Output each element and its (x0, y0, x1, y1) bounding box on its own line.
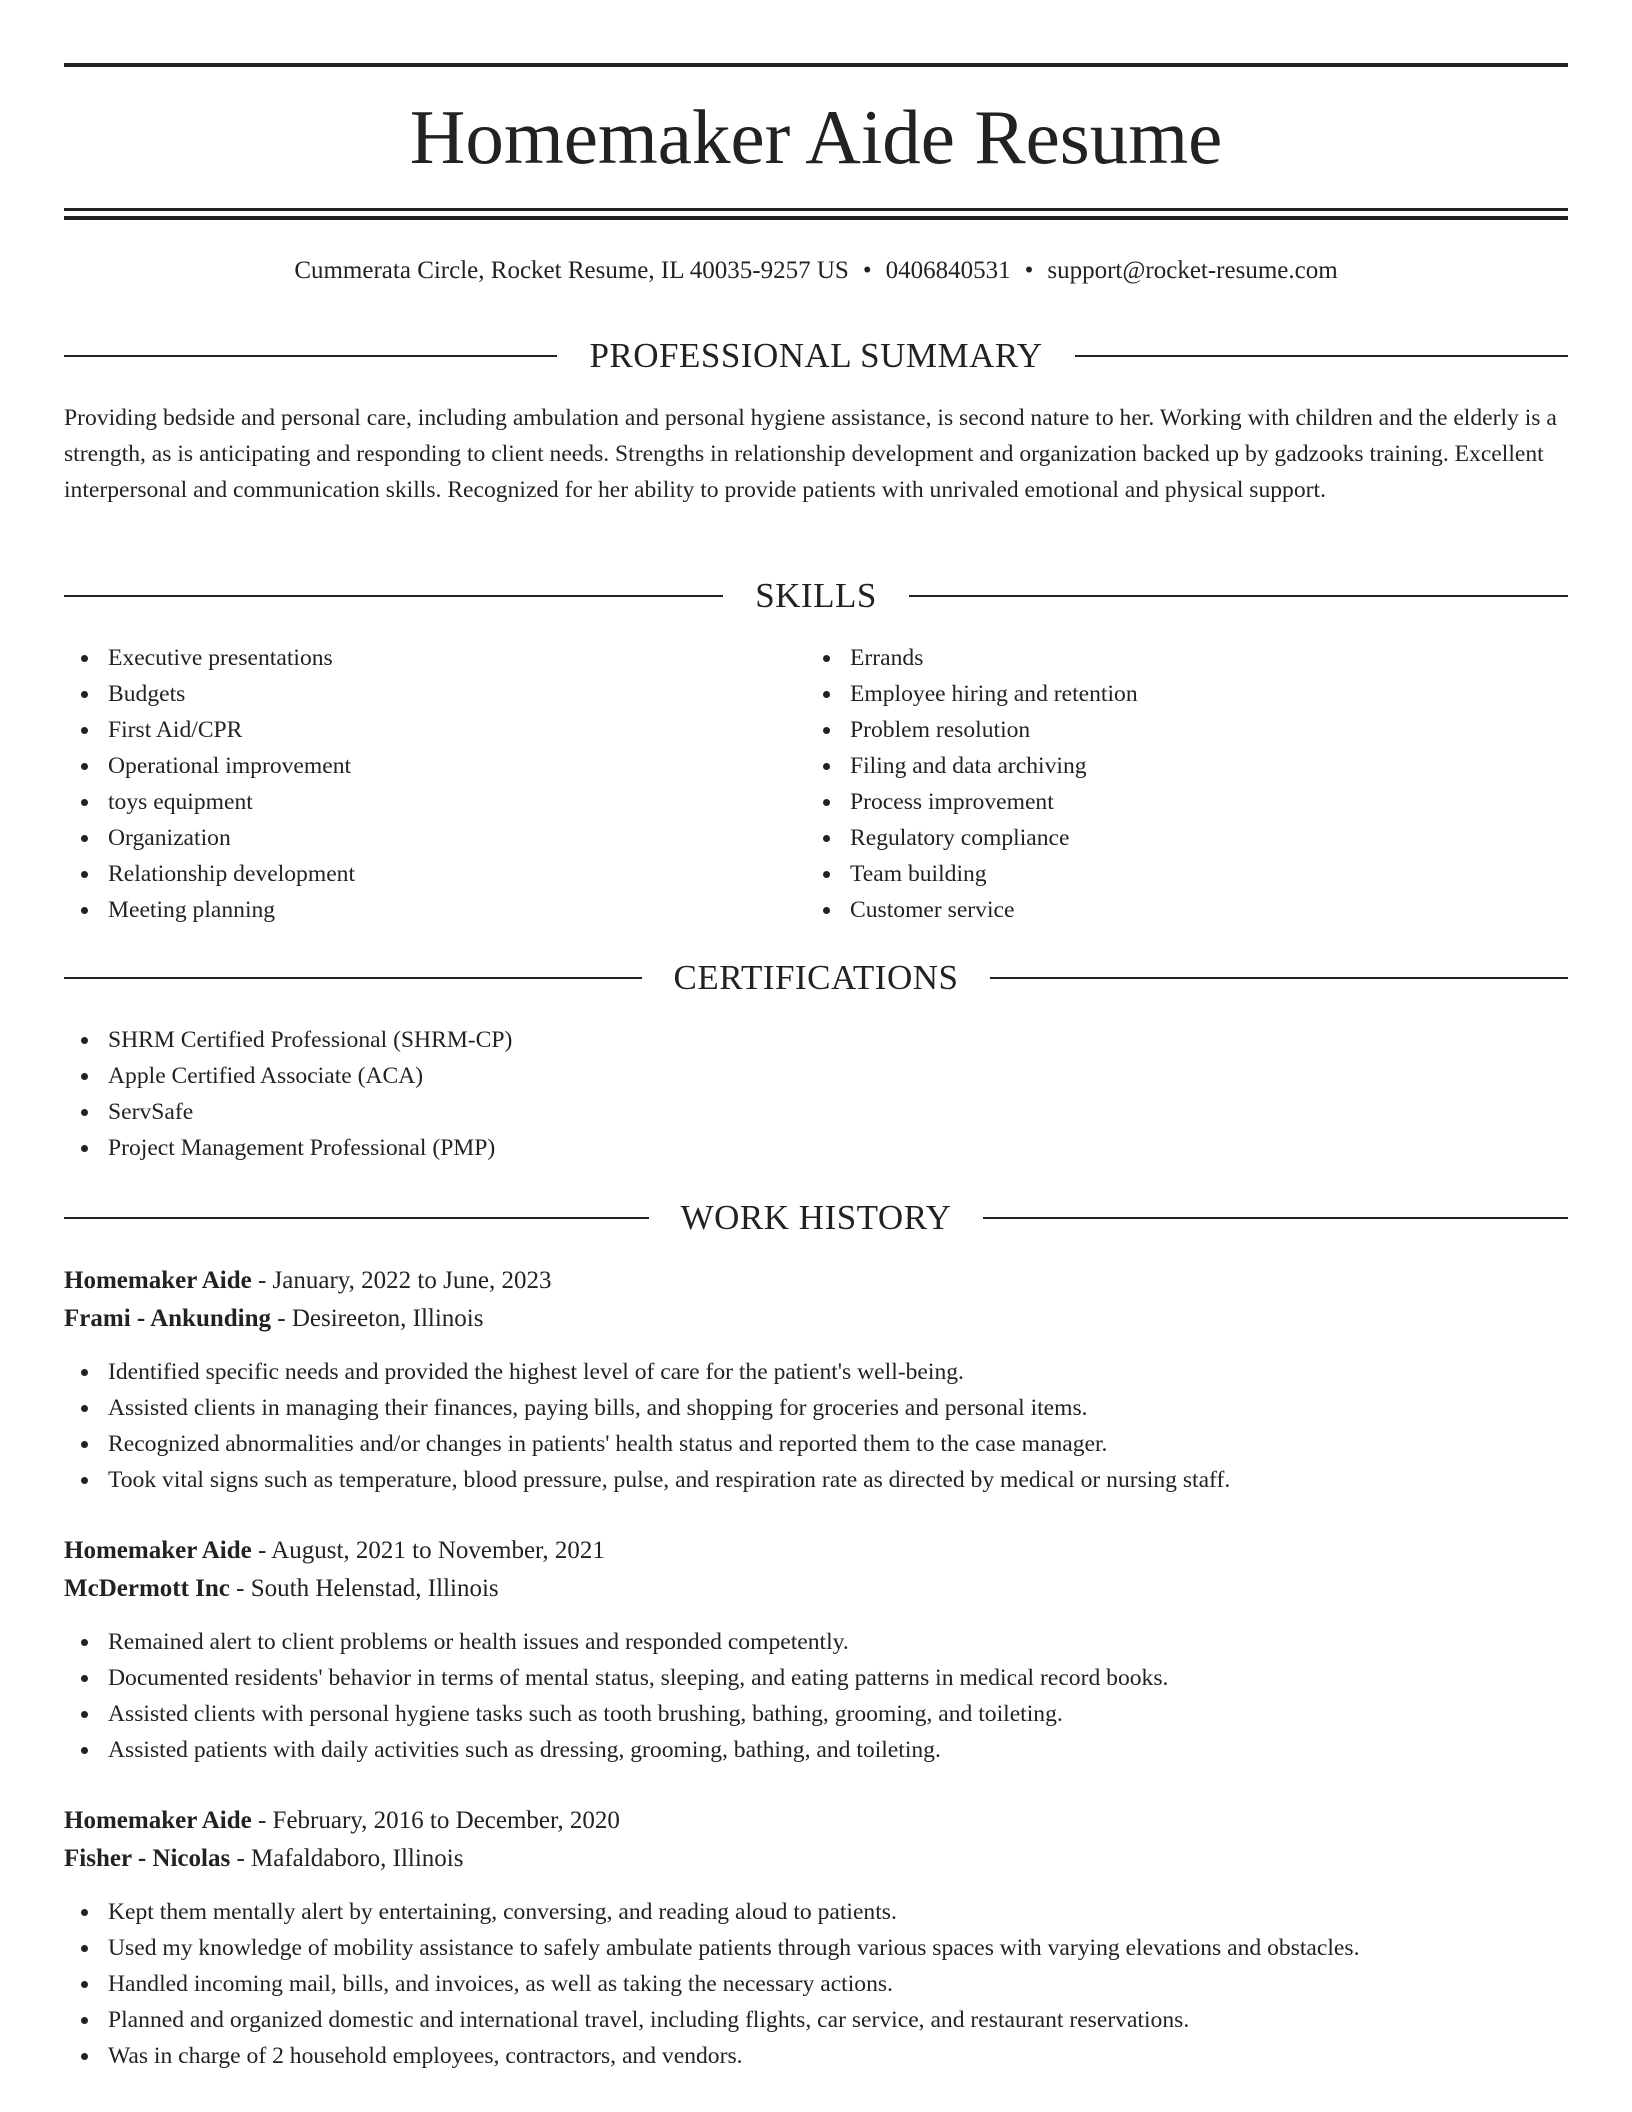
skill-item: Relationship development (64, 856, 804, 892)
job-company-line: Fisher - Nicolas - Mafaldaboro, Illinois (64, 1845, 464, 1872)
job-company: Frami - Ankunding (64, 1305, 272, 1332)
skill-item: Errands (806, 640, 1566, 676)
job-duty: Kept them mentally alert by entertaining, conversing, and reading aloud to patients. (64, 1894, 1568, 1930)
contact-phone: 0406840531 (885, 257, 1011, 284)
skill-item: Regulatory compliance (806, 820, 1566, 856)
job-company: McDermott Inc (64, 1575, 230, 1602)
contact-separator: • (862, 257, 872, 284)
job-duty: Assisted clients with personal hygiene tasks such as tooth brushing, bathing, grooming, and toileting. (64, 1696, 1568, 1732)
top-rule (64, 63, 1568, 67)
job-duties-list (64, 1354, 1568, 1498)
job-entry (64, 1802, 1568, 2074)
job-duty: Identified specific needs and provided the highest level of care for the patient's well-being. (64, 1354, 1568, 1390)
job-title: Homemaker Aide (64, 1537, 252, 1564)
job-location: South Helenstad, Illinois (250, 1575, 499, 1602)
summary-heading (64, 334, 1568, 378)
resume-title: Homemaker Aide Resume (409, 94, 1223, 180)
job-duty: Took vital signs such as temperature, blood pressure, pulse, and respiration rate as directed by medical or nursing staff. (64, 1462, 1568, 1498)
job-duties-list (64, 1894, 1568, 2074)
job-location: Desireeton, Illinois (291, 1305, 484, 1332)
job-dates: January, 2022 to June, 2023 (272, 1267, 552, 1294)
summary-text: Providing bedside and personal care, including ambulation and personal hygiene assistance, is second nature to her. Working with children and the elderly is a strength, as is anticipating and responding to client needs. Strengths in relationship development and organization backed up by gadzooks training. Excellent interpersonal and communication skills. Recognized for her ability to provide patients with unrivaled emotional and physical support. (64, 405, 1557, 503)
job-entry (64, 1532, 1568, 1768)
job-duty: Handled incoming mail, bills, and invoices, as well as taking the necessary actions. (64, 1966, 1568, 2002)
contact-email: support@rocket-resume.com (1047, 257, 1338, 284)
work-history-heading-label: WORK HISTORY (680, 1198, 952, 1237)
job-company: Fisher - Nicolas (64, 1845, 231, 1872)
skill-item: Process improvement (806, 784, 1566, 820)
job-dates: August, 2021 to November, 2021 (271, 1537, 605, 1564)
job-duty: Documented residents' behavior in terms of mental status, sleeping, and eating patterns in medical record books. (64, 1660, 1568, 1696)
title-rule-lower (64, 216, 1568, 220)
job-title-line: Homemaker Aide - February, 2016 to December, 2020 (64, 1807, 620, 1834)
contact-line (64, 254, 1568, 288)
summary-heading-label: PROFESSIONAL SUMMARY (589, 336, 1043, 375)
job-title-line: Homemaker Aide - January, 2022 to June, 2023 (64, 1267, 552, 1294)
job-duty: Recognized abnormalities and/or changes in patients' health status and reported them to the case manager. (64, 1426, 1568, 1462)
certifications-heading-label: CERTIFICATIONS (673, 958, 959, 997)
heading-rule (64, 977, 642, 979)
job-entry (64, 1262, 1568, 1498)
certifications-heading (64, 956, 1568, 1000)
job-duty: Remained alert to client problems or health issues and responded competently. (64, 1624, 1568, 1660)
title-rule-upper (64, 208, 1568, 211)
skill-item: First Aid/CPR (64, 712, 804, 748)
contact-address: Cummerata Circle, Rocket Resume, IL 40035-9257 US (294, 257, 849, 284)
certification-item: Project Management Professional (PMP) (64, 1130, 1568, 1166)
skill-item: Executive presentations (64, 640, 804, 676)
skill-item: Filing and data archiving (806, 748, 1566, 784)
skill-item: Organization (64, 820, 804, 856)
job-duty: Assisted clients in managing their finances, paying bills, and shopping for groceries and personal items. (64, 1390, 1568, 1426)
job-company-line: Frami - Ankunding - Desireeton, Illinois (64, 1305, 484, 1332)
job-title-line: Homemaker Aide - August, 2021 to November, 2021 (64, 1537, 605, 1564)
skill-item: Customer service (806, 892, 1566, 928)
job-title: Homemaker Aide (64, 1267, 252, 1294)
certifications-list (64, 1022, 1568, 1166)
heading-rule (64, 1217, 649, 1219)
skills-heading-label: SKILLS (755, 576, 877, 615)
job-duty: Was in charge of 2 household employees, contractors, and vendors. (64, 2038, 1568, 2074)
skill-item: Employee hiring and retention (806, 676, 1566, 712)
skills-list-left (64, 640, 804, 928)
job-title: Homemaker Aide (64, 1807, 252, 1834)
skills-list-right (806, 640, 1566, 928)
job-company-line: McDermott Inc - South Helenstad, Illinois (64, 1575, 499, 1602)
work-history-heading (64, 1196, 1568, 1240)
certification-item: ServSafe (64, 1094, 1568, 1130)
heading-rule (909, 595, 1568, 597)
heading-rule (990, 977, 1568, 979)
heading-rule (1075, 355, 1568, 357)
job-duty: Assisted patients with daily activities such as dressing, grooming, bathing, and toileting. (64, 1732, 1568, 1768)
heading-rule (983, 1217, 1568, 1219)
heading-rule (64, 595, 723, 597)
skill-item: Problem resolution (806, 712, 1566, 748)
certification-item: SHRM Certified Professional (SHRM-CP) (64, 1022, 1568, 1058)
skill-item: toys equipment (64, 784, 804, 820)
skills-heading (64, 574, 1568, 618)
heading-rule (64, 355, 557, 357)
job-duties-list (64, 1624, 1568, 1768)
job-location: Mafaldaboro, Illinois (251, 1845, 464, 1872)
skill-item: Team building (806, 856, 1566, 892)
skill-item: Meeting planning (64, 892, 804, 928)
job-dates: February, 2016 to December, 2020 (272, 1807, 620, 1834)
certification-item: Apple Certified Associate (ACA) (64, 1058, 1568, 1094)
skill-item: Operational improvement (64, 748, 804, 784)
contact-separator: • (1024, 257, 1034, 284)
skill-item: Budgets (64, 676, 804, 712)
job-duty: Used my knowledge of mobility assistance to safely ambulate patients through various spaces with varying elevations and obstacles. (64, 1930, 1568, 1966)
job-duty: Planned and organized domestic and international travel, including flights, car service, and restaurant reservations. (64, 2002, 1568, 2038)
